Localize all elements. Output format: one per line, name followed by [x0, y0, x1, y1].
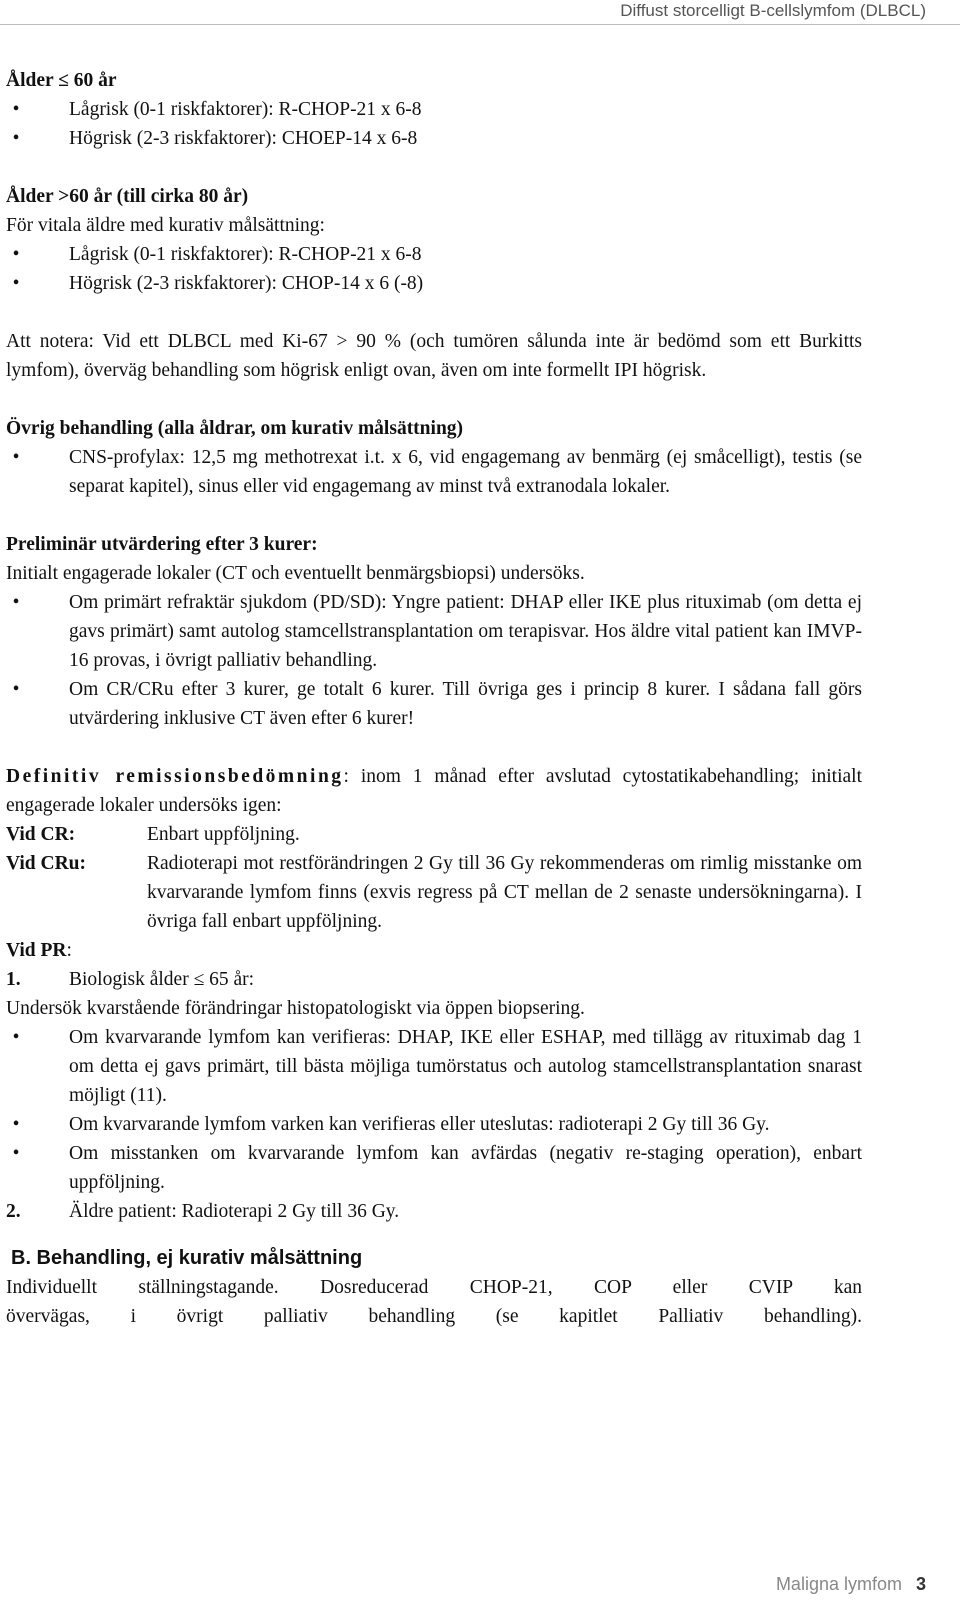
section-age-young [6, 66, 862, 153]
list-item: • Lågrisk (0-1 riskfaktorer): R-CHOP-21 x 6-8 [6, 95, 862, 124]
item-intro: Undersök kvarstående förändringar histopatologiskt via öppen biopsering. [6, 998, 585, 1019]
list-item: • Högrisk (2-3 riskfaktorer): CHOP-14 x 6 (-8) [6, 269, 862, 298]
bullet-icon: • [12, 1027, 20, 1048]
list-item: • Högrisk (2-3 riskfaktorer): CHOEP-14 x 6-8 [6, 124, 862, 153]
section-b [6, 1244, 862, 1331]
note-paragraph: Att notera: Vid ett DLBCL med Ki-67 > 90 % (och tumören sålunda inte är bedömd som ett Burkitts lymfom), överväg behandling som högrisk enligt ovan, även om inte formellt IPI högrisk. [6, 331, 862, 381]
item-number: 1. [6, 969, 21, 990]
cru-label: Vid CRu: [6, 853, 86, 874]
bullet-icon: • [12, 244, 20, 265]
bullet-icon: • [12, 128, 20, 149]
item-number: 2. [6, 1201, 21, 1222]
bullet-icon: • [12, 273, 20, 294]
section-intro: För vitala äldre med kurativ målsättning: [6, 215, 325, 236]
paragraph-line: Individuellt ställningstagande. Dosreducerad CHOP-21, COP eller CVIP kan [6, 1277, 862, 1298]
footer-label: Maligna lymfom [775, 1574, 902, 1594]
bullet-icon: • [12, 1114, 20, 1135]
list-item: • Lågrisk (0-1 riskfaktorer): R-CHOP-21 x 6-8 [6, 240, 862, 269]
definitive-intro: Definitiv remissionsbedömning: inom 1 månad efter avslutad cytostatikabehandling; initialt engagerade lokaler undersöks igen: [6, 766, 862, 816]
page-header [0, 0, 960, 25]
bullet-list [6, 1023, 862, 1197]
section-other-treatment [6, 414, 862, 501]
section-age-old [6, 182, 862, 298]
page-number: 3 [915, 1574, 926, 1594]
list-item: • Om primärt refraktär sjukdom (PD/SD): Yngre patient: DHAP eller IKE plus rituximab (om detta ej gavs primärt) samt autolog stamcellstransplantation om terapisvar. Hos äldre vital patient kan IMVP-16 provas, i övrigt palliativ behandling. [6, 588, 862, 675]
section-heading: Övrig behandling (alla åldrar, om kurativ målsättning) [6, 418, 464, 439]
list-item: • CNS-profylax: 12,5 mg methotrexat i.t. x 6, vid engagemang av benmärg (ej småcelligt), testis (se separat kapitel), sinus eller vid engagemang av minst två extranodala lokaler. [6, 443, 862, 501]
bullet-list [6, 95, 862, 153]
section-heading: Definitiv remissionsbedömning [6, 766, 344, 787]
section-definitive-remission [6, 762, 862, 1226]
section-intro: Initialt engagerade lokaler (CT och eventuellt benmärgsbiopsi) undersöks. [6, 563, 585, 584]
bullet-icon: • [12, 447, 20, 468]
page-content [6, 66, 862, 1331]
list-item: • Om misstanken om kvarvarande lymfom kan avfärdas (negativ re-staging operation), enbart uppföljning. [6, 1139, 862, 1197]
bullet-icon: • [12, 99, 20, 120]
list-item: • Om kvarvarande lymfom varken kan verifieras eller uteslutas: radioterapi 2 Gy till 36 Gy. [6, 1110, 862, 1139]
bullet-icon: • [12, 1143, 20, 1164]
section-heading: B. Behandling, ej kurativ målsättning [11, 1247, 363, 1269]
list-item: • Om CR/CRu efter 3 kurer, ge totalt 6 kurer. Till övriga ges i princip 8 kurer. I sådana fall görs utvärdering inklusive CT även efter 6 kurer! [6, 675, 862, 733]
header-title: Diffust storcelligt B-cellslymfom (DLBCL) [620, 1, 926, 20]
list-item: • Om kvarvarande lymfom kan verifieras: DHAP, IKE eller ESHAP, med tillägg av rituximab dag 1 om detta ej gavs primärt, till bästa möjliga tumörstatus och autolog stamcellstransplantation snarast möjligt (11). [6, 1023, 862, 1110]
section-heading: Ålder >60 år (till cirka 80 år) [6, 186, 249, 207]
cr-row [6, 820, 862, 849]
cru-row [6, 849, 862, 936]
item-text: Biologisk ålder ≤ 65 år: [69, 969, 255, 990]
page-footer [776, 1574, 926, 1595]
bullet-icon: • [12, 592, 20, 613]
bullet-list [6, 240, 862, 298]
paragraph-line: övervägas, i övrigt palliativ behandling (se kapitlet Palliativ behandling). [6, 1306, 862, 1327]
numbered-item-1 [6, 965, 862, 994]
cr-label: Vid CR: [6, 824, 76, 845]
bullet-list [6, 588, 862, 733]
section-preliminary-evaluation [6, 530, 862, 733]
cr-text: Enbart uppföljning. [147, 824, 300, 845]
section-heading: Ålder ≤ 60 år [6, 70, 117, 91]
cru-text: Radioterapi mot restförändringen 2 Gy till 36 Gy rekommenderas om rimlig misstanke om kvarvarande lymfom finns (exvis regress på CT mellan de 2 senaste undersökningarna). I övriga fall enbart uppföljning. [147, 853, 862, 932]
section-heading: Preliminär utvärdering efter 3 kurer: [6, 534, 318, 555]
pr-label: Vid PR: [6, 940, 72, 961]
bullet-icon: • [12, 679, 20, 700]
item-text: Äldre patient: Radioterapi 2 Gy till 36 Gy. [69, 1201, 400, 1222]
numbered-item-2 [6, 1197, 862, 1226]
bullet-list [6, 443, 862, 501]
